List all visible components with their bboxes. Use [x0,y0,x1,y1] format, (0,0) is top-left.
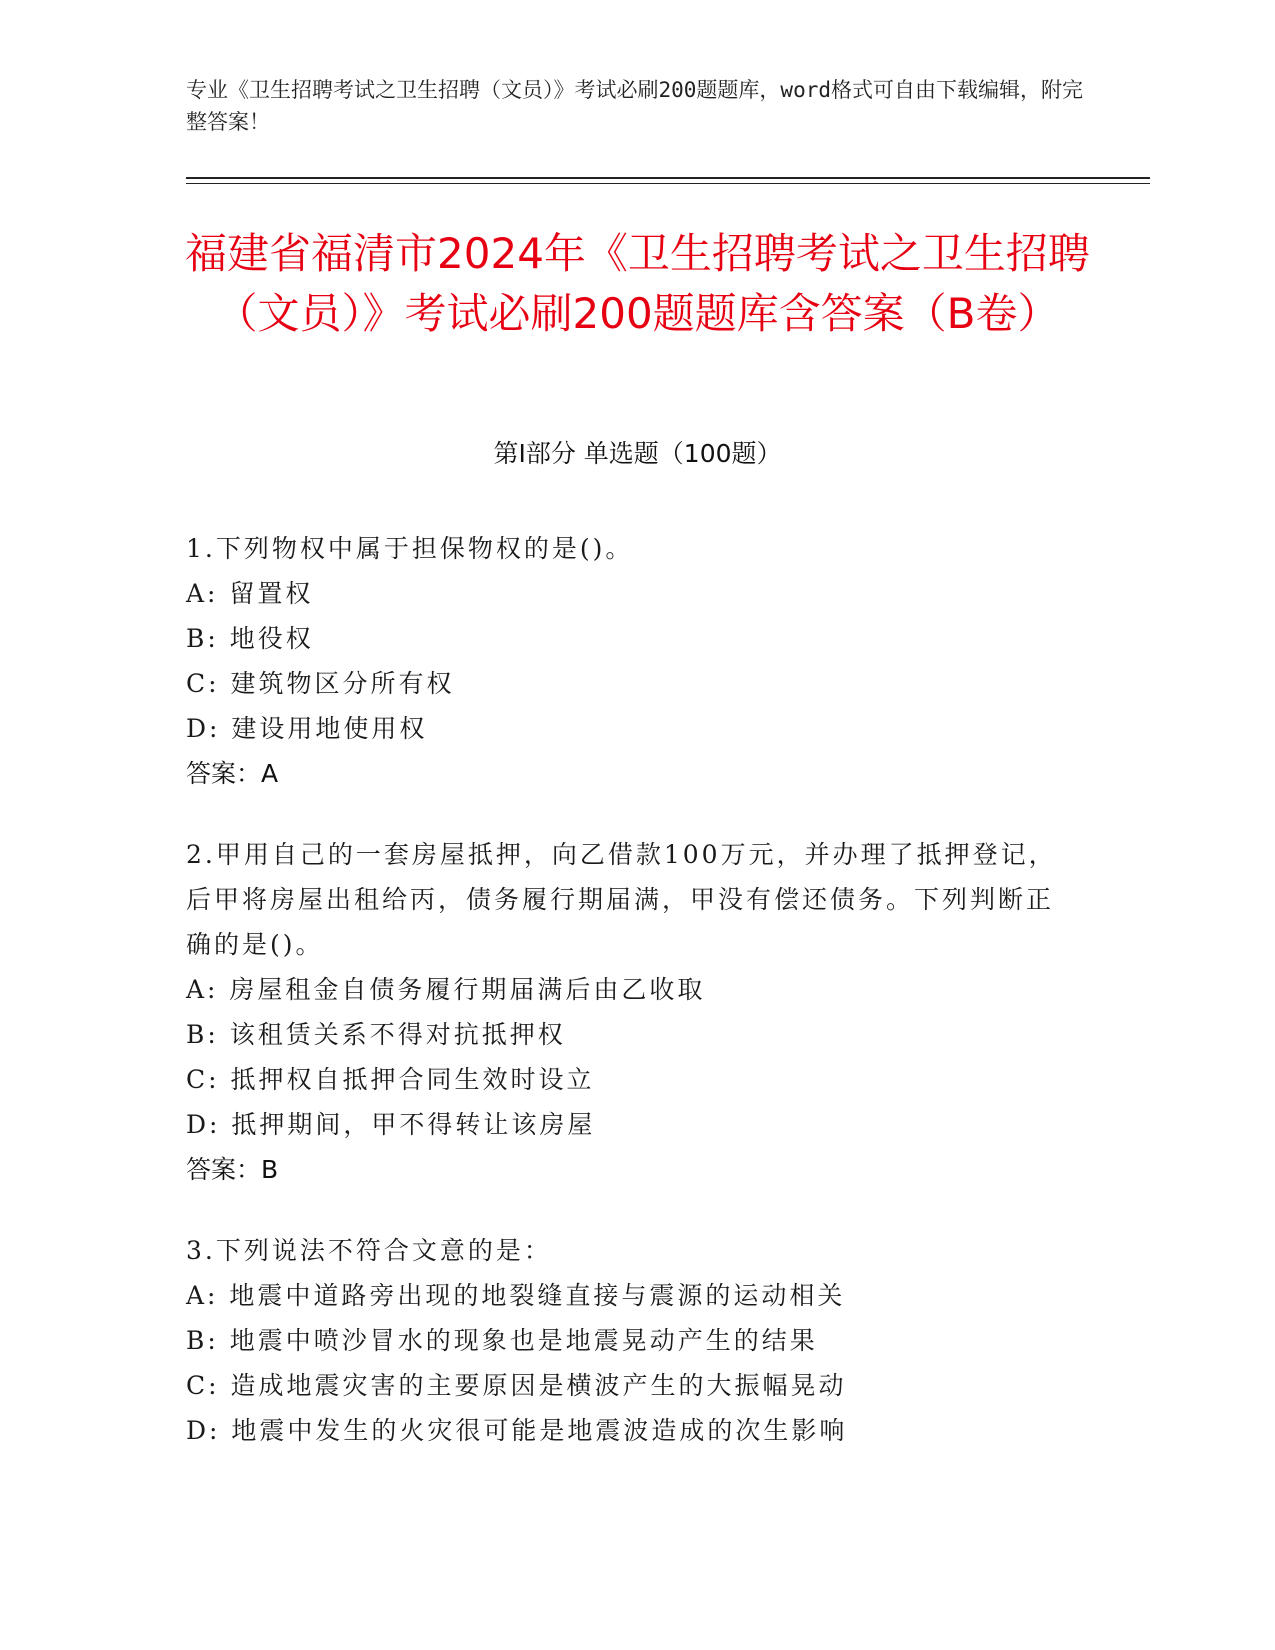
option-d: D: 建设用地使用权 [186,714,428,743]
option-b: B: 该租赁关系不得对抗抵押权 [186,1020,566,1049]
header-divider-bottom [186,183,1150,184]
question-list [186,526,1066,1489]
question-2 [186,832,1066,1192]
document-title: 福建省福清市2024年《卫生招聘考试之卫生招聘（文员）》考试必刷200题题库含答案（B卷） [185,229,1090,338]
section-title: 第Ⅰ部分 单选题（100题） [493,439,782,468]
header-divider-top [186,177,1150,179]
question-3 [186,1228,1066,1453]
answer: 答案：A [186,759,279,788]
option-c: C: 造成地震灾害的主要原因是横波产生的大振幅晃动 [186,1371,847,1400]
question-1 [186,526,1066,796]
question-stem: 3.下列说法不符合文意的是： [186,1236,552,1265]
option-c: C: 抵押权自抵押合同生效时设立 [186,1065,595,1094]
option-c: C: 建筑物区分所有权 [186,669,455,698]
option-a: A: 留置权 [186,579,314,608]
option-d: D: 抵押期间，甲不得转让该房屋 [186,1110,596,1139]
header-note: 专业《卫生招聘考试之卫生招聘（文员）》考试必刷200题题库，word格式可自由下载编辑，附完整答案！ [186,78,1083,134]
option-a: A: 地震中道路旁出现的地裂缝直接与震源的运动相关 [186,1281,846,1310]
option-b: B: 地震中喷沙冒水的现象也是地震晃动产生的结果 [186,1326,818,1355]
question-stem: 2.甲用自己的一套房屋抵押，向乙借款100万元，并办理了抵押登记，后甲将房屋出租给丙，债务履行期届满，甲没有偿还债务。下列判断正确的是()。 [186,840,1057,959]
option-d: D: 地震中发生的火灾很可能是地震波造成的次生影响 [186,1416,848,1445]
option-b: B: 地役权 [186,624,314,653]
option-a: A: 房屋租金自债务履行期届满后由乙收取 [186,975,706,1004]
question-stem: 1.下列物权中属于担保物权的是()。 [186,534,634,563]
answer: 答案：B [186,1155,279,1184]
